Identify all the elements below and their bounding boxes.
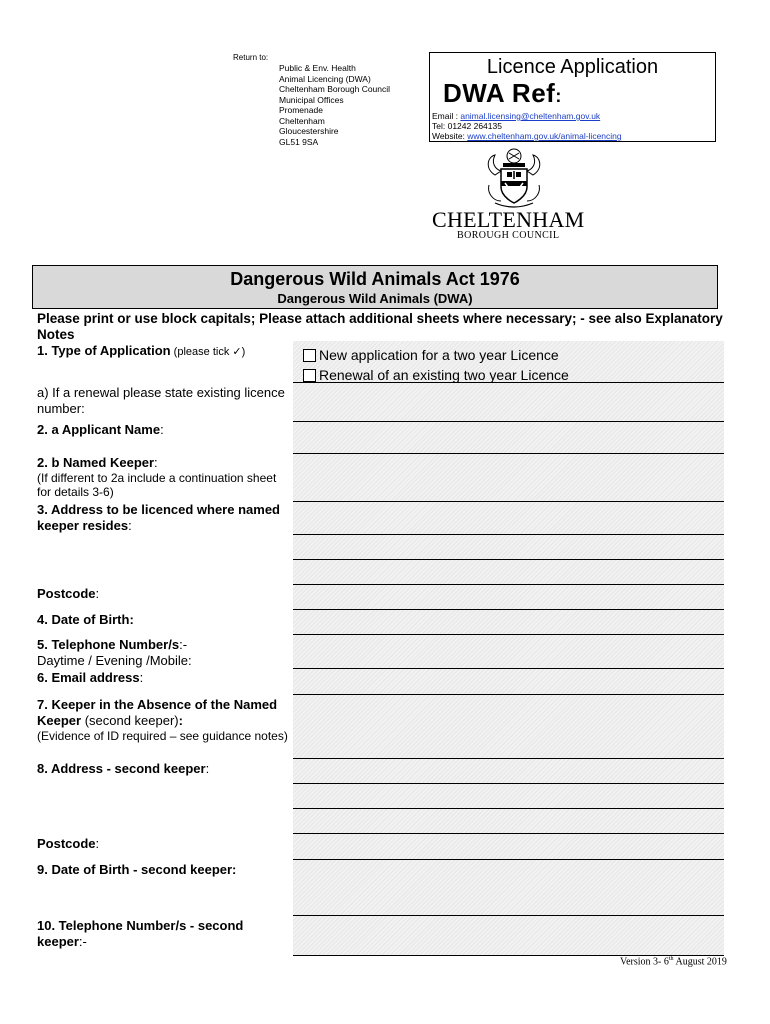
email-link[interactable]: animal.licensing@cheltenham.gov.uk [460,111,601,121]
colon: : [205,761,210,776]
second-keeper-dob-input[interactable] [293,860,724,916]
telephone-note: Daytime / Evening /Mobile: [37,653,192,668]
second-keeper-telephone-input[interactable] [293,916,724,956]
new-application-checkbox[interactable] [303,349,316,362]
colon: : [154,455,158,470]
colon: : [128,518,132,533]
address-line-2-input[interactable] [293,535,724,560]
application-type-options [303,345,569,385]
telephone2-suffix: :- [78,934,87,949]
telephone-label-text: 5. Telephone Number/s [37,637,180,652]
form-instructions: Please print or use block capitals; Please attach additional sheets where necessary; - see also Explanatory Notes [37,311,723,342]
licence-title: Licence Application [486,56,659,78]
colon: : [160,422,164,437]
version-prefix: Version 3- 6 [620,956,669,968]
second-keeper-postcode-input[interactable] [293,834,724,860]
address-line: Gloucestershire [279,126,339,136]
second-keeper-label [37,697,289,743]
second-keeper-address-line-2-input[interactable] [293,784,724,809]
dob-label-text: 4. Date of Birth: [37,612,134,627]
address-line-1-input[interactable] [293,502,724,535]
council-subtitle: BOROUGH COUNCIL [457,230,560,241]
address-line: Animal Licencing (DWA) [279,73,371,84]
email-address-label-text: 6. Email address [37,670,140,685]
postcode-input[interactable] [293,585,724,610]
option-renewal-label: Renewal of an existing two year Licence [319,367,569,383]
second-keeper-telephone-label [37,918,289,950]
address-label-text: 3. Address to be licenced where named keeper resides [37,502,280,533]
address-line: Cheltenham [279,115,325,126]
address-line: GL51 9SA [279,136,319,147]
second-keeper-address-label [37,761,289,777]
address-line: Public & Env. Health [279,63,356,73]
second-keeper-label-text: 7. Keeper in the Absence of the Named Keeper [37,697,278,728]
colon: : [178,713,183,728]
dwa-ref-label: DWA Ref [443,78,556,108]
dwa-ref-colon: : [555,86,562,106]
second-keeper-postcode-label [37,836,289,852]
renewal-checkbox[interactable] [303,369,316,382]
named-keeper-label-text: 2. b Named Keeper [37,455,155,470]
option-renewal[interactable] [303,365,569,385]
named-keeper-input[interactable] [293,454,724,502]
telephone-label [37,637,289,669]
type-label-text: 1. Type of Application [37,343,171,358]
email-label: Email : [432,111,461,121]
website-label: Website: [432,131,468,141]
email-address-label [37,670,289,686]
telephone-suffix: :- [179,637,188,652]
type-of-application-label [37,343,289,360]
named-keeper-label [37,455,289,499]
address-line-3-input[interactable] [293,560,724,585]
address-label [37,502,289,534]
website-link[interactable]: www.cheltenham.gov.uk/animal-licencing [467,131,622,141]
return-to-label: Return to: [233,53,269,62]
form-subtitle: Dangerous Wild Animals (DWA) [277,291,473,306]
renewal-number-label: a) If a renewal please state existing licence number: [37,385,285,416]
dob-label [37,612,289,628]
form-title: Dangerous Wild Animals Act 1976 [230,269,520,289]
postcode-label-text: Postcode [37,586,96,601]
version-sup: th [668,956,674,962]
postcode-label [37,586,289,602]
applicant-name-input[interactable] [293,422,724,454]
council-name: CHELTENHAM [432,207,585,232]
applicant-name-label [37,422,289,438]
return-address [279,63,390,147]
licence-application-box [429,52,716,142]
renewal-number-input[interactable] [293,383,724,422]
address-line: Municipal Offices [279,94,344,105]
named-keeper-note: (If different to 2a include a continuation sheet for details 3-6) [37,471,277,499]
type-hint: (please tick ✓) [170,346,246,358]
second-keeper-address-line-1-input[interactable] [293,759,724,784]
version-footer [620,956,727,967]
contact-details [432,111,622,141]
telephone-text: Tel: 01242 264135 [432,121,502,131]
email-input[interactable] [293,669,724,695]
second-keeper-dob-label [37,862,289,878]
second-keeper-note: (Evidence of ID required – see guidance notes) [37,729,288,743]
telephone-input[interactable] [293,635,724,669]
address-line: Cheltenham Borough Council [279,84,391,94]
option-new-application[interactable] [303,345,569,365]
second-keeper-input[interactable] [293,695,724,759]
dob2-label-text: 9. Date of Birth - second keeper: [37,862,237,877]
second-keeper-address-label-text: 8. Address - second keeper [37,761,206,776]
second-keeper-hint: (second keeper) [81,713,179,728]
dwa-ref [443,78,562,109]
colon: : [95,586,100,601]
postcode2-label-text: Postcode [37,836,96,851]
applicant-name-label-text: 2. a Applicant Name [37,422,161,437]
option-new-label: New application for a two year Licence [319,347,559,363]
address-line: Promenade [279,105,323,115]
council-crest-icon [481,145,547,211]
second-keeper-address-line-3-input[interactable] [293,809,724,834]
telephone2-label-text: 10. Telephone Number/s - second keeper [37,918,244,949]
colon: : [95,836,100,851]
form-title-box [32,265,718,309]
colon: : [139,670,144,685]
dob-input[interactable] [293,610,724,635]
version-suffix: August 2019 [673,956,727,968]
